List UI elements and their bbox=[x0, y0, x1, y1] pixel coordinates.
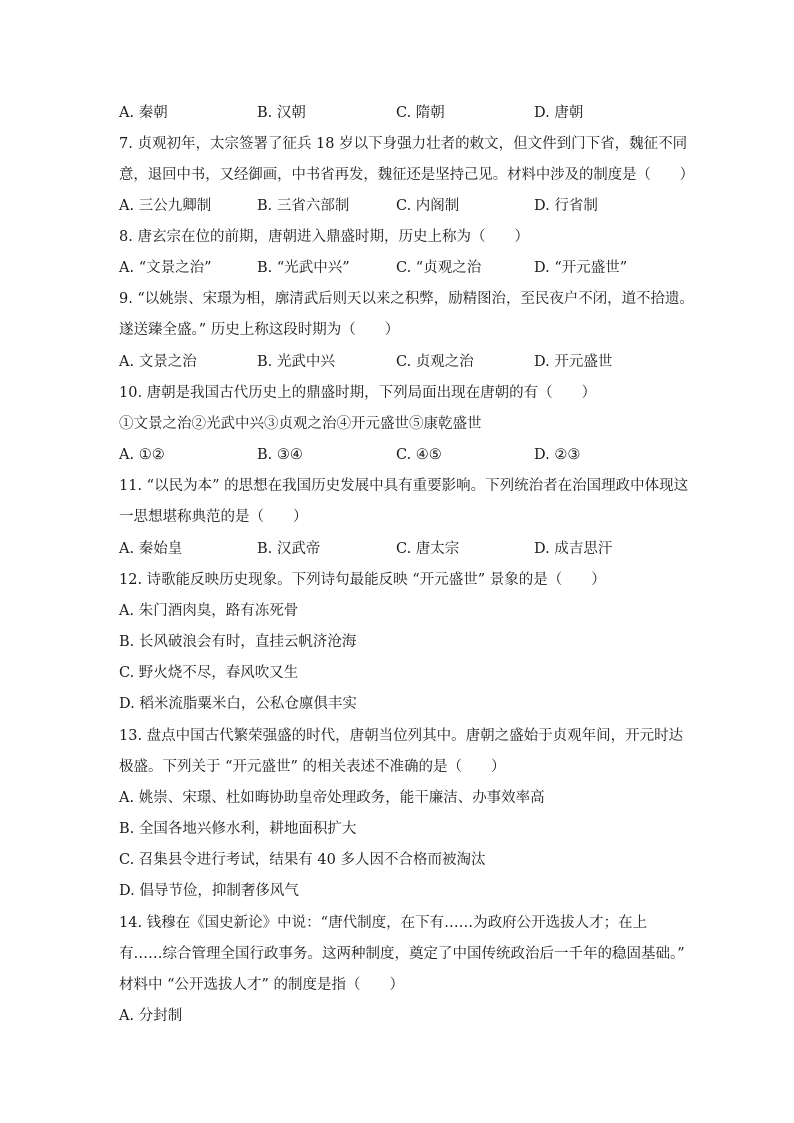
q12-option-a: A. 朱门酒肉臭，路有冻死骨 bbox=[119, 603, 299, 619]
q14-stem-line3: 材料中 “公开选拔人才” 的制度是指（ ） bbox=[119, 977, 405, 993]
q7-stem-line2: 意，退回中书，又经御画，中书省再发，魏征还是坚持己见。材料中涉及的制度是（ ） bbox=[119, 167, 694, 183]
q13-option-c: C. 召集县令进行考试，结果有 40 多人因不合格而被淘汰 bbox=[119, 852, 486, 868]
q8-option-d: D. “开元盛世” bbox=[534, 260, 628, 276]
q7-option-b: B. 三省六部制 bbox=[257, 198, 350, 214]
q7-option-a: A. 三公九卿制 bbox=[119, 198, 212, 214]
q9-option-b: B. 光武中兴 bbox=[257, 354, 335, 370]
q14-stem-line1: 14. 钱穆在《国史新论》中说：“唐代制度，在下有……为政府公开选拔人才；在上 bbox=[119, 915, 648, 931]
q10-option-b: B. ③④ bbox=[257, 447, 303, 463]
q12-option-d: D. 稻米流脂粟米白，公私仓廪俱丰实 bbox=[119, 696, 357, 712]
q13-stem-line2: 极盛。下列关于 “开元盛世” 的相关表述不准确的是（ ） bbox=[119, 759, 506, 775]
q13-stem-line1: 13. 盘点中国古代繁荣强盛的时代，唐朝当位列其中。唐朝之盛始于贞观年间，开元时达 bbox=[119, 728, 684, 744]
q9-stem-line1: 9. “以姚崇、宋璟为相，廓清武后则天以来之积弊，励精图治，至民夜户不闭，道不拾遗。 bbox=[119, 291, 694, 307]
q11-option-d: D. 成吉思汗 bbox=[534, 541, 613, 557]
q9-option-d: D. 开元盛世 bbox=[534, 354, 613, 370]
q6-option-d: D. 唐朝 bbox=[534, 105, 584, 121]
q7-option-c: C. 内阁制 bbox=[396, 198, 460, 214]
q11-option-c: C. 唐太宗 bbox=[396, 541, 460, 557]
q7-stem-line1: 7. 贞观初年，太宗签署了征兵 18 岁以下身强力壮者的敕文，但文件到门下省，魏征不同 bbox=[119, 136, 688, 152]
q14-stem-line2: 有……综合管理全国行政事务。这两种制度，奠定了中国传统政治后一千年的稳固基础。” bbox=[119, 946, 685, 962]
q8-option-c: C. “贞观之治 bbox=[396, 260, 482, 276]
q9-option-a: A. 文景之治 bbox=[119, 354, 197, 370]
q14-option-a: A. 分封制 bbox=[119, 1008, 183, 1024]
q9-option-c: C. 贞观之治 bbox=[396, 354, 474, 370]
q11-stem-line2: 一思想堪称典范的是（ ） bbox=[119, 509, 308, 525]
q8-stem-line1: 8. 唐玄宗在位的前期，唐朝进入鼎盛时期，历史上称为（ ） bbox=[119, 229, 529, 245]
q10-option-d: D. ②③ bbox=[534, 447, 581, 463]
q12-stem-line1: 12. 诗歌能反映历史现象。下列诗句最能反映 “开元盛世” 景象的是（ ） bbox=[119, 572, 606, 588]
q10-stem-line1: 10. 唐朝是我国古代历史上的鼎盛时期，下列局面出现在唐朝的有（ ） bbox=[119, 385, 597, 401]
q6-option-c: C. 隋朝 bbox=[396, 105, 445, 121]
q12-option-b: B. 长风破浪会有时，直挂云帆济沧海 bbox=[119, 634, 357, 650]
q10-option-c: C. ④⑤ bbox=[396, 447, 442, 463]
q11-option-b: B. 汉武帝 bbox=[257, 541, 321, 557]
q6-option-a: A. 秦朝 bbox=[119, 105, 168, 121]
q10-stem-line2: ①文景之治②光武中兴③贞观之治④开元盛世⑤康乾盛世 bbox=[119, 416, 482, 432]
q11-option-a: A. 秦始皇 bbox=[119, 541, 183, 557]
q13-option-a: A. 姚崇、宋璟、杜如晦协助皇帝处理政务，能干廉洁、办事效率高 bbox=[119, 790, 545, 806]
q10-option-a: A. ①② bbox=[119, 447, 165, 463]
q12-option-c: C. 野火烧不尽，春风吹又生 bbox=[119, 665, 299, 681]
q8-option-b: B. “光武中兴” bbox=[257, 260, 350, 276]
q13-option-d: D. 倡导节俭，抑制奢侈风气 bbox=[119, 883, 299, 899]
q13-option-b: B. 全国各地兴修水利，耕地面积扩大 bbox=[119, 821, 357, 837]
q9-stem-line2: 遂送臻全盛。” 历史上称这段时期为（ ） bbox=[119, 322, 400, 338]
q7-option-d: D. 行省制 bbox=[534, 198, 598, 214]
q8-option-a: A. “文景之治” bbox=[119, 260, 212, 276]
q11-stem-line1: 11. “以民为本” 的思想在我国历史发展中具有重要影响。下列统治者在治国理政中体现这 bbox=[119, 478, 689, 494]
q6-option-b: B. 汉朝 bbox=[257, 105, 306, 121]
